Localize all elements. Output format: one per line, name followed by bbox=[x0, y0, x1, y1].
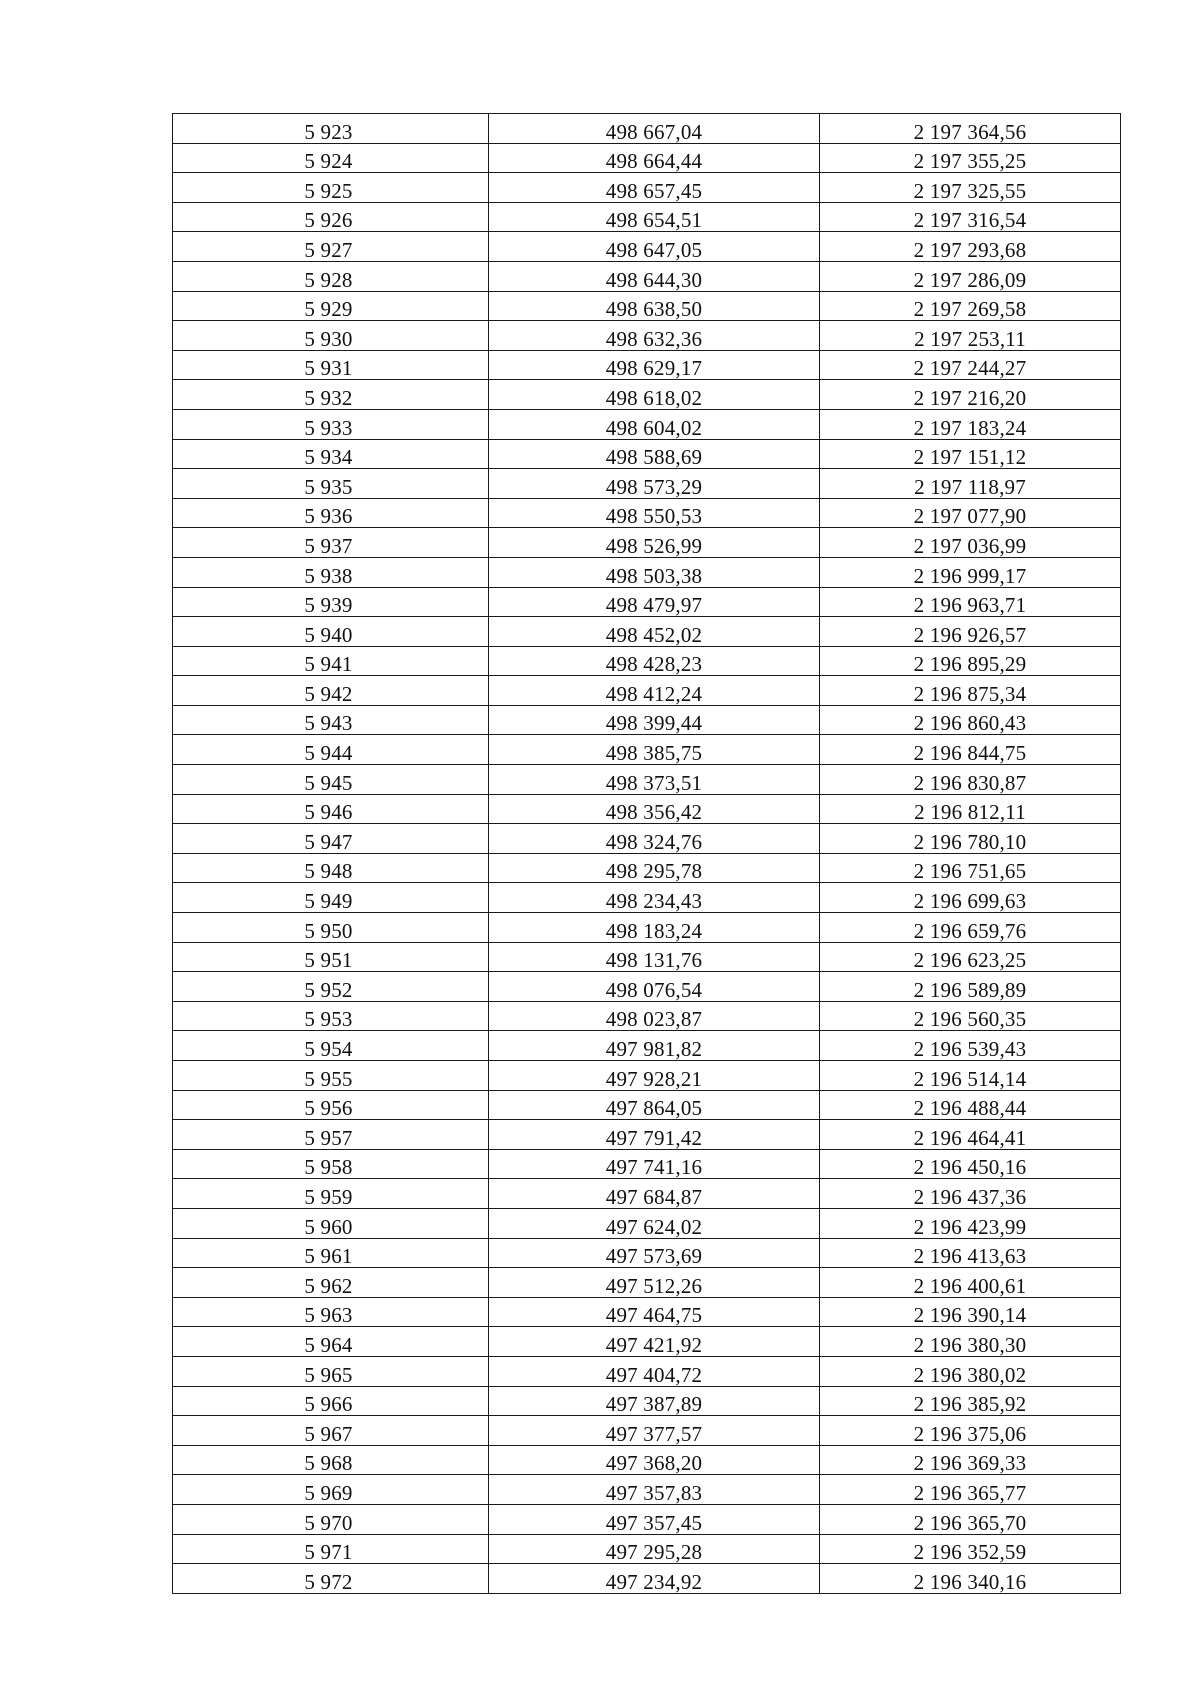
x-coordinate-cell: 497 464,75 bbox=[489, 1297, 820, 1327]
x-coordinate-cell: 498 503,38 bbox=[489, 557, 820, 587]
x-coordinate-cell: 498 588,69 bbox=[489, 439, 820, 469]
x-coordinate-cell: 498 654,51 bbox=[489, 202, 820, 232]
y-coordinate-cell: 2 196 464,41 bbox=[820, 1120, 1121, 1150]
table-row bbox=[173, 1120, 1121, 1150]
x-coordinate-cell: 498 479,97 bbox=[489, 587, 820, 617]
table-row bbox=[173, 587, 1121, 617]
y-coordinate-cell: 2 197 036,99 bbox=[820, 528, 1121, 558]
x-coordinate-cell: 498 664,44 bbox=[489, 143, 820, 173]
y-coordinate-cell: 2 196 352,59 bbox=[820, 1534, 1121, 1564]
x-coordinate-cell: 497 684,87 bbox=[489, 1179, 820, 1209]
table-row bbox=[173, 883, 1121, 913]
x-coordinate-cell: 498 356,42 bbox=[489, 794, 820, 824]
table-row bbox=[173, 1268, 1121, 1298]
point-number-cell: 5 947 bbox=[173, 824, 489, 854]
x-coordinate-cell: 498 373,51 bbox=[489, 765, 820, 795]
point-number-cell: 5 952 bbox=[173, 972, 489, 1002]
point-number-cell: 5 933 bbox=[173, 409, 489, 439]
x-coordinate-cell: 498 295,78 bbox=[489, 853, 820, 883]
table-row bbox=[173, 824, 1121, 854]
point-number-cell: 5 958 bbox=[173, 1149, 489, 1179]
y-coordinate-cell: 2 197 364,56 bbox=[820, 114, 1121, 144]
table-row bbox=[173, 1416, 1121, 1446]
table-row bbox=[173, 1386, 1121, 1416]
table-row bbox=[173, 380, 1121, 410]
point-number-cell: 5 939 bbox=[173, 587, 489, 617]
point-number-cell: 5 953 bbox=[173, 1001, 489, 1031]
x-coordinate-cell: 498 399,44 bbox=[489, 705, 820, 735]
x-coordinate-cell: 497 368,20 bbox=[489, 1445, 820, 1475]
y-coordinate-cell: 2 197 269,58 bbox=[820, 291, 1121, 321]
x-coordinate-cell: 498 428,23 bbox=[489, 646, 820, 676]
y-coordinate-cell: 2 197 316,54 bbox=[820, 202, 1121, 232]
y-coordinate-cell: 2 196 860,43 bbox=[820, 705, 1121, 735]
table-row bbox=[173, 350, 1121, 380]
table-row bbox=[173, 143, 1121, 173]
y-coordinate-cell: 2 196 999,17 bbox=[820, 557, 1121, 587]
y-coordinate-cell: 2 196 926,57 bbox=[820, 617, 1121, 647]
x-coordinate-cell: 498 638,50 bbox=[489, 291, 820, 321]
point-number-cell: 5 969 bbox=[173, 1475, 489, 1505]
table-row bbox=[173, 1001, 1121, 1031]
x-coordinate-cell: 498 526,99 bbox=[489, 528, 820, 558]
table-row bbox=[173, 173, 1121, 203]
x-coordinate-cell: 497 864,05 bbox=[489, 1090, 820, 1120]
y-coordinate-cell: 2 197 244,27 bbox=[820, 350, 1121, 380]
x-coordinate-cell: 498 412,24 bbox=[489, 676, 820, 706]
y-coordinate-cell: 2 197 253,11 bbox=[820, 321, 1121, 351]
point-number-cell: 5 938 bbox=[173, 557, 489, 587]
point-number-cell: 5 970 bbox=[173, 1504, 489, 1534]
x-coordinate-cell: 498 667,04 bbox=[489, 114, 820, 144]
coordinates-table bbox=[172, 113, 1121, 1594]
point-number-cell: 5 965 bbox=[173, 1356, 489, 1386]
y-coordinate-cell: 2 197 293,68 bbox=[820, 232, 1121, 262]
x-coordinate-cell: 498 023,87 bbox=[489, 1001, 820, 1031]
point-number-cell: 5 959 bbox=[173, 1179, 489, 1209]
coordinates-table-body bbox=[173, 114, 1121, 1594]
point-number-cell: 5 925 bbox=[173, 173, 489, 203]
table-row bbox=[173, 321, 1121, 351]
table-row bbox=[173, 1564, 1121, 1594]
y-coordinate-cell: 2 196 699,63 bbox=[820, 883, 1121, 913]
y-coordinate-cell: 2 196 844,75 bbox=[820, 735, 1121, 765]
table-row bbox=[173, 291, 1121, 321]
table-row bbox=[173, 1534, 1121, 1564]
table-row bbox=[173, 705, 1121, 735]
y-coordinate-cell: 2 197 355,25 bbox=[820, 143, 1121, 173]
x-coordinate-cell: 497 928,21 bbox=[489, 1061, 820, 1091]
point-number-cell: 5 926 bbox=[173, 202, 489, 232]
table-row bbox=[173, 1208, 1121, 1238]
x-coordinate-cell: 497 791,42 bbox=[489, 1120, 820, 1150]
point-number-cell: 5 930 bbox=[173, 321, 489, 351]
x-coordinate-cell: 498 385,75 bbox=[489, 735, 820, 765]
y-coordinate-cell: 2 197 286,09 bbox=[820, 261, 1121, 291]
point-number-cell: 5 934 bbox=[173, 439, 489, 469]
y-coordinate-cell: 2 197 151,12 bbox=[820, 439, 1121, 469]
x-coordinate-cell: 498 644,30 bbox=[489, 261, 820, 291]
x-coordinate-cell: 498 573,29 bbox=[489, 469, 820, 499]
point-number-cell: 5 927 bbox=[173, 232, 489, 262]
point-number-cell: 5 931 bbox=[173, 350, 489, 380]
y-coordinate-cell: 2 196 780,10 bbox=[820, 824, 1121, 854]
y-coordinate-cell: 2 196 375,06 bbox=[820, 1416, 1121, 1446]
y-coordinate-cell: 2 196 659,76 bbox=[820, 913, 1121, 943]
y-coordinate-cell: 2 196 369,33 bbox=[820, 1445, 1121, 1475]
point-number-cell: 5 948 bbox=[173, 853, 489, 883]
x-coordinate-cell: 498 657,45 bbox=[489, 173, 820, 203]
table-row bbox=[173, 794, 1121, 824]
table-row bbox=[173, 853, 1121, 883]
table-row bbox=[173, 913, 1121, 943]
y-coordinate-cell: 2 196 488,44 bbox=[820, 1090, 1121, 1120]
y-coordinate-cell: 2 197 216,20 bbox=[820, 380, 1121, 410]
x-coordinate-cell: 497 234,92 bbox=[489, 1564, 820, 1594]
point-number-cell: 5 964 bbox=[173, 1327, 489, 1357]
x-coordinate-cell: 497 377,57 bbox=[489, 1416, 820, 1446]
point-number-cell: 5 937 bbox=[173, 528, 489, 558]
y-coordinate-cell: 2 196 963,71 bbox=[820, 587, 1121, 617]
point-number-cell: 5 949 bbox=[173, 883, 489, 913]
table-row bbox=[173, 557, 1121, 587]
y-coordinate-cell: 2 196 751,65 bbox=[820, 853, 1121, 883]
point-number-cell: 5 928 bbox=[173, 261, 489, 291]
x-coordinate-cell: 497 357,83 bbox=[489, 1475, 820, 1505]
point-number-cell: 5 944 bbox=[173, 735, 489, 765]
table-row bbox=[173, 261, 1121, 291]
point-number-cell: 5 961 bbox=[173, 1238, 489, 1268]
x-coordinate-cell: 497 357,45 bbox=[489, 1504, 820, 1534]
table-row bbox=[173, 114, 1121, 144]
y-coordinate-cell: 2 196 623,25 bbox=[820, 942, 1121, 972]
x-coordinate-cell: 497 295,28 bbox=[489, 1534, 820, 1564]
x-coordinate-cell: 498 604,02 bbox=[489, 409, 820, 439]
x-coordinate-cell: 497 421,92 bbox=[489, 1327, 820, 1357]
table-row bbox=[173, 1179, 1121, 1209]
table-row bbox=[173, 1327, 1121, 1357]
point-number-cell: 5 957 bbox=[173, 1120, 489, 1150]
point-number-cell: 5 950 bbox=[173, 913, 489, 943]
x-coordinate-cell: 498 550,53 bbox=[489, 498, 820, 528]
y-coordinate-cell: 2 197 183,24 bbox=[820, 409, 1121, 439]
table-row bbox=[173, 1356, 1121, 1386]
point-number-cell: 5 923 bbox=[173, 114, 489, 144]
table-row bbox=[173, 1149, 1121, 1179]
y-coordinate-cell: 2 196 400,61 bbox=[820, 1268, 1121, 1298]
table-row bbox=[173, 1090, 1121, 1120]
point-number-cell: 5 943 bbox=[173, 705, 489, 735]
table-row bbox=[173, 1475, 1121, 1505]
x-coordinate-cell: 498 076,54 bbox=[489, 972, 820, 1002]
table-row bbox=[173, 1031, 1121, 1061]
x-coordinate-cell: 497 387,89 bbox=[489, 1386, 820, 1416]
point-number-cell: 5 967 bbox=[173, 1416, 489, 1446]
x-coordinate-cell: 498 452,02 bbox=[489, 617, 820, 647]
point-number-cell: 5 968 bbox=[173, 1445, 489, 1475]
x-coordinate-cell: 498 618,02 bbox=[489, 380, 820, 410]
y-coordinate-cell: 2 196 830,87 bbox=[820, 765, 1121, 795]
point-number-cell: 5 942 bbox=[173, 676, 489, 706]
table-row bbox=[173, 942, 1121, 972]
x-coordinate-cell: 498 629,17 bbox=[489, 350, 820, 380]
table-row bbox=[173, 646, 1121, 676]
y-coordinate-cell: 2 196 589,89 bbox=[820, 972, 1121, 1002]
table-row bbox=[173, 617, 1121, 647]
table-row bbox=[173, 498, 1121, 528]
point-number-cell: 5 941 bbox=[173, 646, 489, 676]
x-coordinate-cell: 497 981,82 bbox=[489, 1031, 820, 1061]
y-coordinate-cell: 2 196 437,36 bbox=[820, 1179, 1121, 1209]
table-row bbox=[173, 765, 1121, 795]
table-row bbox=[173, 409, 1121, 439]
table-row bbox=[173, 676, 1121, 706]
point-number-cell: 5 929 bbox=[173, 291, 489, 321]
x-coordinate-cell: 498 324,76 bbox=[489, 824, 820, 854]
point-number-cell: 5 955 bbox=[173, 1061, 489, 1091]
table-row bbox=[173, 1238, 1121, 1268]
x-coordinate-cell: 497 512,26 bbox=[489, 1268, 820, 1298]
y-coordinate-cell: 2 196 340,16 bbox=[820, 1564, 1121, 1594]
y-coordinate-cell: 2 196 514,14 bbox=[820, 1061, 1121, 1091]
y-coordinate-cell: 2 196 560,35 bbox=[820, 1001, 1121, 1031]
point-number-cell: 5 962 bbox=[173, 1268, 489, 1298]
point-number-cell: 5 972 bbox=[173, 1564, 489, 1594]
table-row bbox=[173, 1504, 1121, 1534]
point-number-cell: 5 946 bbox=[173, 794, 489, 824]
table-row bbox=[173, 528, 1121, 558]
point-number-cell: 5 963 bbox=[173, 1297, 489, 1327]
x-coordinate-cell: 498 183,24 bbox=[489, 913, 820, 943]
x-coordinate-cell: 498 632,36 bbox=[489, 321, 820, 351]
table-row bbox=[173, 1061, 1121, 1091]
y-coordinate-cell: 2 196 380,02 bbox=[820, 1356, 1121, 1386]
table-row bbox=[173, 1297, 1121, 1327]
table-row bbox=[173, 202, 1121, 232]
table-row bbox=[173, 1445, 1121, 1475]
y-coordinate-cell: 2 196 423,99 bbox=[820, 1208, 1121, 1238]
y-coordinate-cell: 2 196 413,63 bbox=[820, 1238, 1121, 1268]
table-row bbox=[173, 439, 1121, 469]
y-coordinate-cell: 2 197 325,55 bbox=[820, 173, 1121, 203]
table-row bbox=[173, 972, 1121, 1002]
x-coordinate-cell: 497 573,69 bbox=[489, 1238, 820, 1268]
point-number-cell: 5 960 bbox=[173, 1208, 489, 1238]
point-number-cell: 5 935 bbox=[173, 469, 489, 499]
point-number-cell: 5 951 bbox=[173, 942, 489, 972]
y-coordinate-cell: 2 196 895,29 bbox=[820, 646, 1121, 676]
x-coordinate-cell: 498 131,76 bbox=[489, 942, 820, 972]
y-coordinate-cell: 2 196 385,92 bbox=[820, 1386, 1121, 1416]
point-number-cell: 5 936 bbox=[173, 498, 489, 528]
point-number-cell: 5 932 bbox=[173, 380, 489, 410]
x-coordinate-cell: 497 404,72 bbox=[489, 1356, 820, 1386]
x-coordinate-cell: 498 234,43 bbox=[489, 883, 820, 913]
point-number-cell: 5 945 bbox=[173, 765, 489, 795]
x-coordinate-cell: 498 647,05 bbox=[489, 232, 820, 262]
point-number-cell: 5 956 bbox=[173, 1090, 489, 1120]
y-coordinate-cell: 2 196 450,16 bbox=[820, 1149, 1121, 1179]
point-number-cell: 5 971 bbox=[173, 1534, 489, 1564]
point-number-cell: 5 954 bbox=[173, 1031, 489, 1061]
table-row bbox=[173, 469, 1121, 499]
x-coordinate-cell: 497 624,02 bbox=[489, 1208, 820, 1238]
table-row bbox=[173, 735, 1121, 765]
y-coordinate-cell: 2 197 077,90 bbox=[820, 498, 1121, 528]
point-number-cell: 5 940 bbox=[173, 617, 489, 647]
y-coordinate-cell: 2 196 365,70 bbox=[820, 1504, 1121, 1534]
y-coordinate-cell: 2 196 380,30 bbox=[820, 1327, 1121, 1357]
y-coordinate-cell: 2 196 875,34 bbox=[820, 676, 1121, 706]
y-coordinate-cell: 2 196 812,11 bbox=[820, 794, 1121, 824]
point-number-cell: 5 924 bbox=[173, 143, 489, 173]
y-coordinate-cell: 2 197 118,97 bbox=[820, 469, 1121, 499]
y-coordinate-cell: 2 196 539,43 bbox=[820, 1031, 1121, 1061]
point-number-cell: 5 966 bbox=[173, 1386, 489, 1416]
y-coordinate-cell: 2 196 365,77 bbox=[820, 1475, 1121, 1505]
y-coordinate-cell: 2 196 390,14 bbox=[820, 1297, 1121, 1327]
table-row bbox=[173, 232, 1121, 262]
x-coordinate-cell: 497 741,16 bbox=[489, 1149, 820, 1179]
